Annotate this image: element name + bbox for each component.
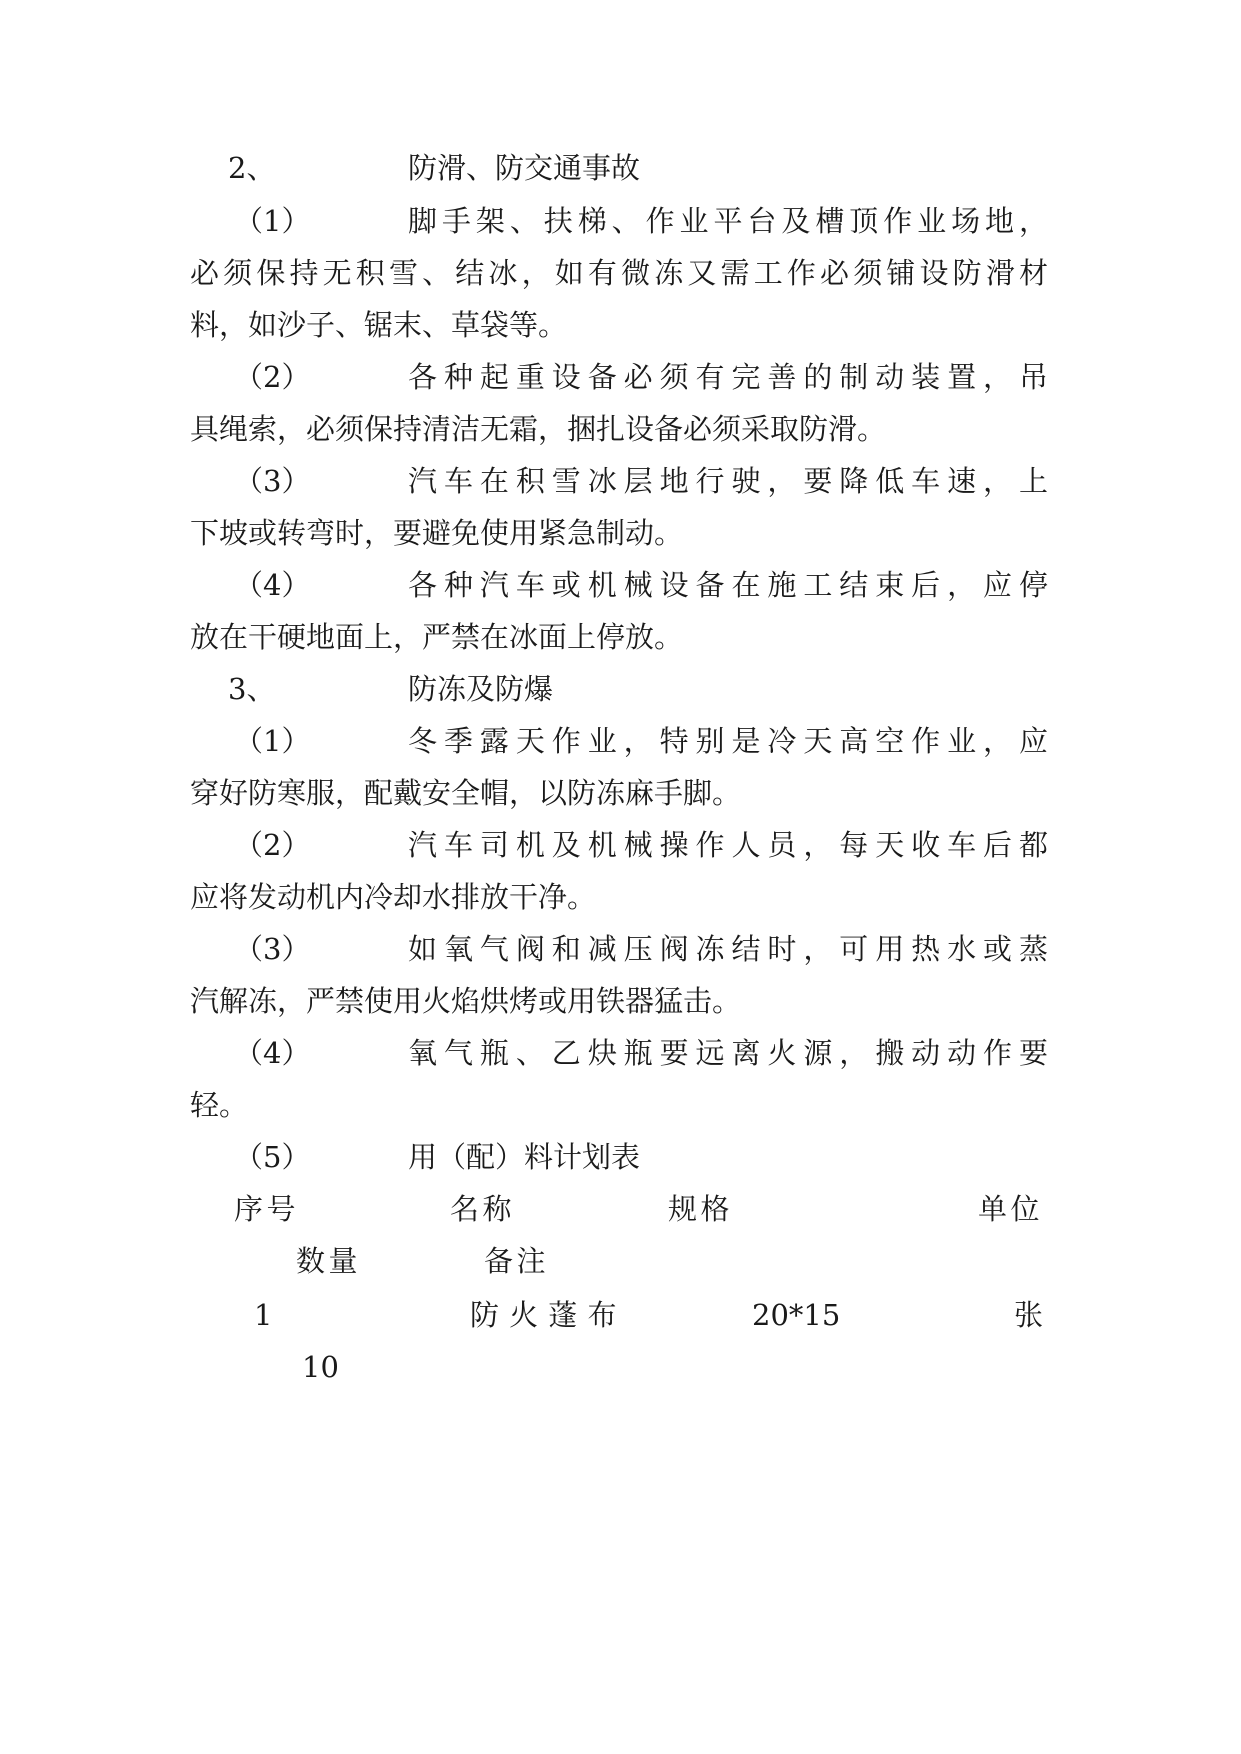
table-row-1-unit: 张 [1014, 1298, 1044, 1332]
table-header-unit: 单位 [978, 1192, 1043, 1226]
section-3-title: 防冻及防爆 [408, 672, 554, 706]
item-2-3-line-1: 汽车在积雪冰层地行驶，要降低车速，上 [408, 464, 1048, 498]
table-row-1-no: 1 [254, 1298, 273, 1332]
item-3-4-number: （4） [234, 1036, 311, 1070]
table-header-qty: 数量 [296, 1244, 361, 1278]
item-3-1-line-2: 穿好防寒服，配戴安全帽，以防冻麻手脚。 [190, 776, 742, 810]
table-header-no: 序号 [234, 1192, 299, 1226]
item-2-2-line-1: 各种起重设备必须有完善的制动装置，吊 [408, 360, 1048, 394]
item-2-1-line-3: 料，如沙子、锯末、草袋等。 [190, 308, 568, 342]
item-2-4-number: （4） [234, 568, 311, 602]
table-row-1-name: 防火蓬布 [470, 1298, 627, 1332]
table-header-name: 名称 [450, 1192, 515, 1226]
item-2-3-line-2: 下坡或转弯时，要避免使用紧急制动。 [190, 516, 684, 550]
item-3-4-line-1: 氧气瓶、乙炔瓶要远离火源，搬动动作要 [408, 1036, 1048, 1070]
item-3-3-line-1: 如氧气阀和减压阀冻结时，可用热水或蒸 [408, 932, 1048, 966]
item-2-1-number: （1） [234, 204, 311, 238]
item-3-2-line-1: 汽车司机及机械操作人员，每天收车后都 [408, 828, 1048, 862]
item-2-2-number: （2） [234, 360, 311, 394]
section-3-number: 3、 [228, 672, 276, 706]
item-2-1-line-2: 必须保持无积雪、结冰，如有微冻又需工作必须铺设防滑材 [190, 256, 1048, 290]
item-3-3-line-2: 汽解冻，严禁使用火焰烘烤或用铁器猛击。 [190, 984, 742, 1018]
item-2-2-line-2: 具绳索，必须保持清洁无霜，捆扎设备必须采取防滑。 [190, 412, 887, 446]
table-row-1-spec: 20*15 [752, 1298, 841, 1332]
item-3-5-title: 用（配）料计划表 [408, 1140, 641, 1174]
item-3-2-number: （2） [234, 828, 311, 862]
item-3-5-number: （5） [234, 1140, 311, 1174]
item-2-4-line-2: 放在干硬地面上，严禁在冰面上停放。 [190, 620, 684, 654]
item-2-4-line-1: 各种汽车或机械设备在施工结束后，应停 [408, 568, 1048, 602]
section-2-number: 2、 [228, 151, 276, 185]
item-3-4-line-2: 轻。 [190, 1088, 249, 1122]
item-2-3-number: （3） [234, 464, 311, 498]
item-3-2-line-2: 应将发动机内冷却水排放干净。 [190, 880, 597, 914]
table-row-1-qty: 10 [302, 1350, 339, 1384]
table-header-remark: 备注 [484, 1244, 549, 1278]
table-header-spec: 规格 [668, 1192, 733, 1226]
section-2-title: 防滑、防交通事故 [408, 151, 641, 185]
item-2-1-line-1: 脚手架、扶梯、作业平台及槽顶作业场地， [408, 204, 1048, 238]
item-3-1-number: （1） [234, 724, 311, 758]
item-3-1-line-1: 冬季露天作业，特别是冷天高空作业，应 [408, 724, 1048, 758]
item-3-3-number: （3） [234, 932, 311, 966]
